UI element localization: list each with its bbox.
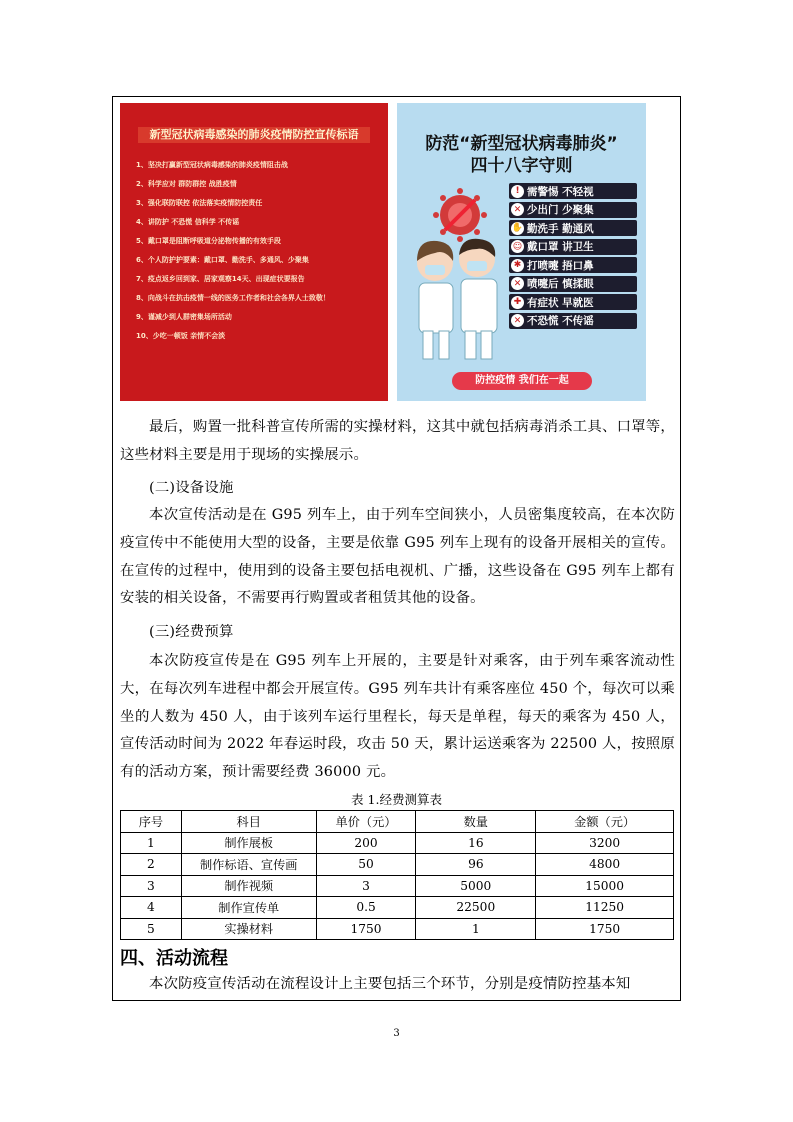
rule-text: 喷嚏后 慎揉眼 <box>527 278 594 290</box>
table-row <box>121 832 674 854</box>
rule-text: 需警惕 不轻视 <box>527 185 594 198</box>
slogan-item: 6、个人防护护要素：戴口罩、勤洗手、多通风、少聚集 <box>136 256 309 264</box>
no-rumor-icon: ✕ <box>511 314 524 327</box>
rule-item <box>509 313 637 329</box>
table-header-row <box>121 811 674 833</box>
poster-48-rules <box>397 103 646 401</box>
table-row <box>121 897 674 919</box>
slogan-item: 5、戴口罩是阻断呼吸道分泌物传播的有效手段 <box>136 237 281 245</box>
table-cell: 15000 <box>536 875 674 897</box>
table-caption: 表 1.经费测算表 <box>351 792 442 807</box>
rule-text: 不恐慌 不传谣 <box>527 315 594 327</box>
heading-budget: (三)经费预算 <box>149 624 234 640</box>
mask-icon: ☺ <box>512 241 523 252</box>
header-cell: 单价（元） <box>316 811 416 833</box>
poster-slogans <box>120 103 388 401</box>
doctor-nurse-illustration <box>405 231 509 361</box>
table-cell: 制作标语、宣传画 <box>181 854 316 876</box>
table-cell: 实操材料 <box>181 918 316 940</box>
table-cell: 1 <box>416 918 536 940</box>
slogan-item: 8、向战斗在抗击疫情一线的医务工作者和社会各界人士致敬！ <box>136 294 330 302</box>
table-cell: 制作展板 <box>181 832 316 854</box>
no-crowd-icon: ✕ <box>511 203 524 216</box>
no-rub-eyes-icon: ✕ <box>511 277 524 290</box>
table-cell: 11250 <box>536 897 674 919</box>
header-cell: 金额（元） <box>536 811 674 833</box>
header-cell: 序号 <box>121 811 182 833</box>
slogan-item: 3、强化联防联控 依法落实疫情防控责任 <box>136 199 263 207</box>
slogan-item: 4、讲防护 不恐慌 信科学 不传谣 <box>136 218 240 226</box>
header-cell: 数量 <box>416 811 536 833</box>
table-cell: 5 <box>121 918 182 940</box>
table-row <box>121 918 674 940</box>
table-cell: 1750 <box>316 918 416 940</box>
rule-item <box>509 294 637 310</box>
poster-slogans-title: 新型冠状病毒感染的肺炎疫情防控宣传标语 <box>138 127 370 143</box>
slogan-item: 7、疫点返乡回到家、居家观察14天、出现症状要报告 <box>136 275 305 283</box>
medical-icon: ✚ <box>511 296 524 309</box>
table-cell: 2 <box>121 854 182 876</box>
paragraph-equipment: 本次宣传活动是在 G95 列车上，由于列车空间狭小，人员密集度较高，在本次防疫宣传中不能使用大型的设备，主要是依靠 G95 列车上现有的设备开展相关的宣传。在宣传的过程中，使用到的设备主要包括电视机、广播，这些设备在 G95 列车上都有安装的相关设备，不需要再行购置或者租赁其他的设备。 <box>120 507 675 607</box>
rule-item <box>509 202 637 218</box>
rule-text: 戴口罩 讲卫生 <box>527 241 594 253</box>
table-cell: 3200 <box>536 832 674 854</box>
table-cell: 22500 <box>416 897 536 919</box>
slogan-item: 1、坚决打赢新型冠状病毒感染的肺炎疫情阻击战 <box>136 161 288 169</box>
table-cell: 4 <box>121 897 182 919</box>
table-row <box>121 875 674 897</box>
rules-list <box>509 183 637 331</box>
table-cell: 制作视频 <box>181 875 316 897</box>
page-number: 3 <box>393 1028 400 1039</box>
rule-item <box>509 257 637 273</box>
rule-item <box>509 183 637 199</box>
sneeze-icon: ✱ <box>511 259 524 272</box>
rule-text: 有症状 早就医 <box>527 296 594 309</box>
hand-wash-icon: ✋ <box>511 223 524 233</box>
paragraph-budget: 本次防疫宣传是在 G95 列车上开展的，主要是针对乘客，由于列车乘客流动性大，在每次列车进程中都会开展宣传。G95 列车共计有乘客座位 450 个，每次可以乘坐的人数为 450 人，由于该列车运行里程长，每天是单程，每天的乘客为 450 人，宣传活动时间为 2022 年春运时段，攻击 50 天，累计运送乘客为 22500 人，按照原有的活动方案，预计需要经费 36000 元。 <box>120 653 675 781</box>
paragraph-materials: 最后，购置一批科普宣传所需的实操材料，这其中就包括病毒消杀工具、口罩等，这些材料主要是用于现场的实操展示。 <box>120 419 675 463</box>
slogan-item: 2、科学应对 群防群控 战胜疫情 <box>136 180 237 188</box>
table-cell: 200 <box>316 832 416 854</box>
slogan-item: 10、少吃一顿饭 亲情不会淡 <box>136 332 226 340</box>
rule-item <box>509 239 637 255</box>
rule-item <box>509 220 637 236</box>
table-row <box>121 854 674 876</box>
table-cell: 16 <box>416 832 536 854</box>
section-heading: 四、活动流程 <box>120 948 228 969</box>
rule-text: 打喷嚏 捂口鼻 <box>527 259 594 272</box>
table-cell: 制作宣传单 <box>181 897 316 919</box>
table-cell: 4800 <box>536 854 674 876</box>
table-cell: 50 <box>316 854 416 876</box>
slogan-item: 9、谨减少到人群密集场所活动 <box>136 313 232 321</box>
table-cell: 96 <box>416 854 536 876</box>
heading-equipment: (二)设备设施 <box>149 480 234 496</box>
table-cell: 1750 <box>536 918 674 940</box>
budget-table <box>120 810 674 940</box>
header-cell: 科目 <box>181 811 316 833</box>
rule-item <box>509 276 637 292</box>
table-cell: 1 <box>121 832 182 854</box>
slogan-list <box>136 161 374 351</box>
rule-text: 勤洗手 勤通风 <box>527 222 594 235</box>
table-cell: 5000 <box>416 875 536 897</box>
paragraph-process: 本次防疫宣传活动在流程设计上主要包括三个环节，分别是疫情防控基本知 <box>149 976 631 992</box>
poster-rules-subtitle: 四十八字守则 <box>470 156 573 176</box>
warning-icon: ! <box>511 185 524 198</box>
table-cell: 3 <box>121 875 182 897</box>
table-cell: 0.5 <box>316 897 416 919</box>
rule-text: 少出门 少聚集 <box>527 204 594 216</box>
table-cell: 3 <box>316 875 416 897</box>
poster-rules-title: 防范“新型冠状病毒肺炎” <box>425 134 618 154</box>
poster-banner: 防控疫情 我们在一起 <box>452 372 592 390</box>
